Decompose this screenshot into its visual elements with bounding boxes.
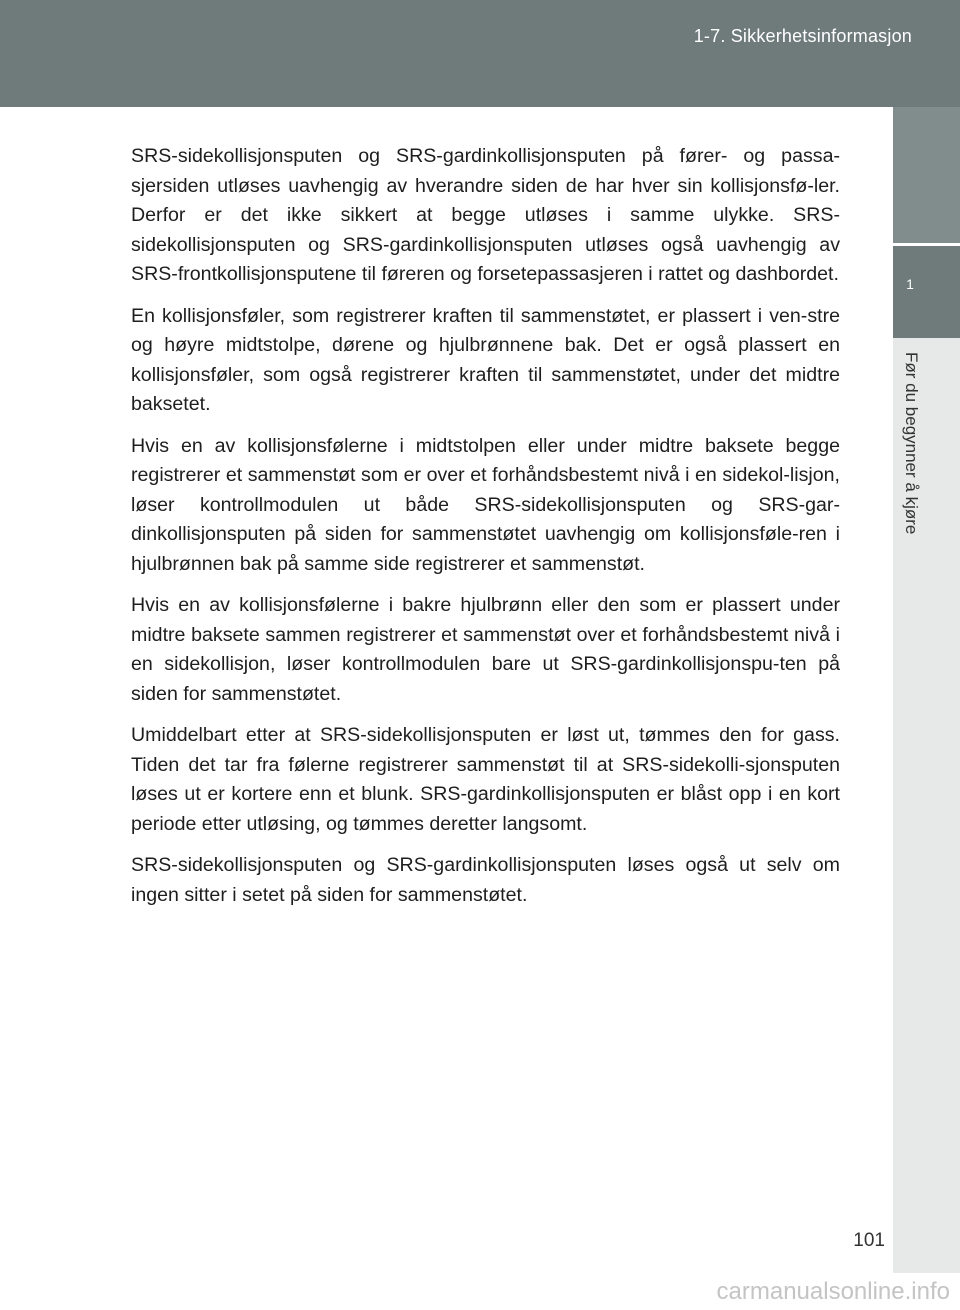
paragraph: SRS-sidekollisjonsputen og SRS-gardinkollisjonsputen på fører- og passa-sjersiden utløses uavhengig av hverandre siden de har hver sin kollisjonsfø-ler. Derfor er det ikke sikkert at begge utløses i samme ulykke. SRS-sidekollisjonsputen og SRS-gardinkollisjonsputen utløses også uavhengig av SRS-frontkollisjonsputene til føreren og forsetepassasjeren i rattet og dashbordet. (131, 145, 840, 285)
section-title: 1-7. Sikkerhetsinformasjon (693, 26, 912, 46)
chapter-tab (893, 246, 960, 338)
side-tab-upper (893, 107, 960, 243)
watermark: carmanualsonline.info (716, 1278, 950, 1305)
paragraph: En kollisjonsføler, som registrerer kraften til sammenstøtet, er plassert i ven-stre og høyre midtstolpe, dørene og hjulbrønnene bak. Det er også plassert en kollisjonsføler, som også registrerer kraften til sammenstøtet, under det midtre baksetet. (131, 304, 840, 415)
paragraph: Umiddelbart etter at SRS-sidekollisjonsputen er løst ut, tømmes den for gass. Tiden det tar fra følerne registrerer sammenstøt til at SRS-sidekolli-sjonsputen løses ut er kortere enn et blunk. SRS-gardinkollisjonsputen er blåst opp i en kort periode etter utløsing, og tømmes deretter langsomt. (131, 724, 840, 835)
paragraph: Hvis en av kollisjonsfølerne i bakre hjulbrønn eller den som er plassert under midtre baksete sammen registrerer et sammenstøt over et forhåndsbestemt nivå i en sidekollisjon, løser kontrollmodulen bare ut SRS-gardinkollisjonspu-ten på siden for sammenstøtet. (131, 594, 840, 705)
paragraph: Hvis en av kollisjonsfølerne i midtstolpen eller under midtre baksete begge registrerer et sammenstøt som er over et forhåndsbestemt nivå i en sidekol-lisjon, løser kontrollmodulen ut både SRS-sidekollisjonsputen og SRS-gar-dinkollisjonsputen på siden for sammenstøtet uavhengig om kollisjonsføle-ren i hjulbrønnen bak på samme side registrerer et sammenstøt. (131, 434, 840, 575)
chapter-number: 1 (906, 276, 914, 292)
page-number: 101 (853, 1230, 885, 1251)
main-content (131, 142, 840, 922)
chapter-title: Før du begynner å kjøre (902, 352, 921, 535)
header-bar (0, 0, 960, 107)
paragraph: SRS-sidekollisjonsputen og SRS-gardinkollisjonsputen løses også ut selv om ingen sitter i setet på siden for sammenstøtet. (131, 854, 840, 906)
